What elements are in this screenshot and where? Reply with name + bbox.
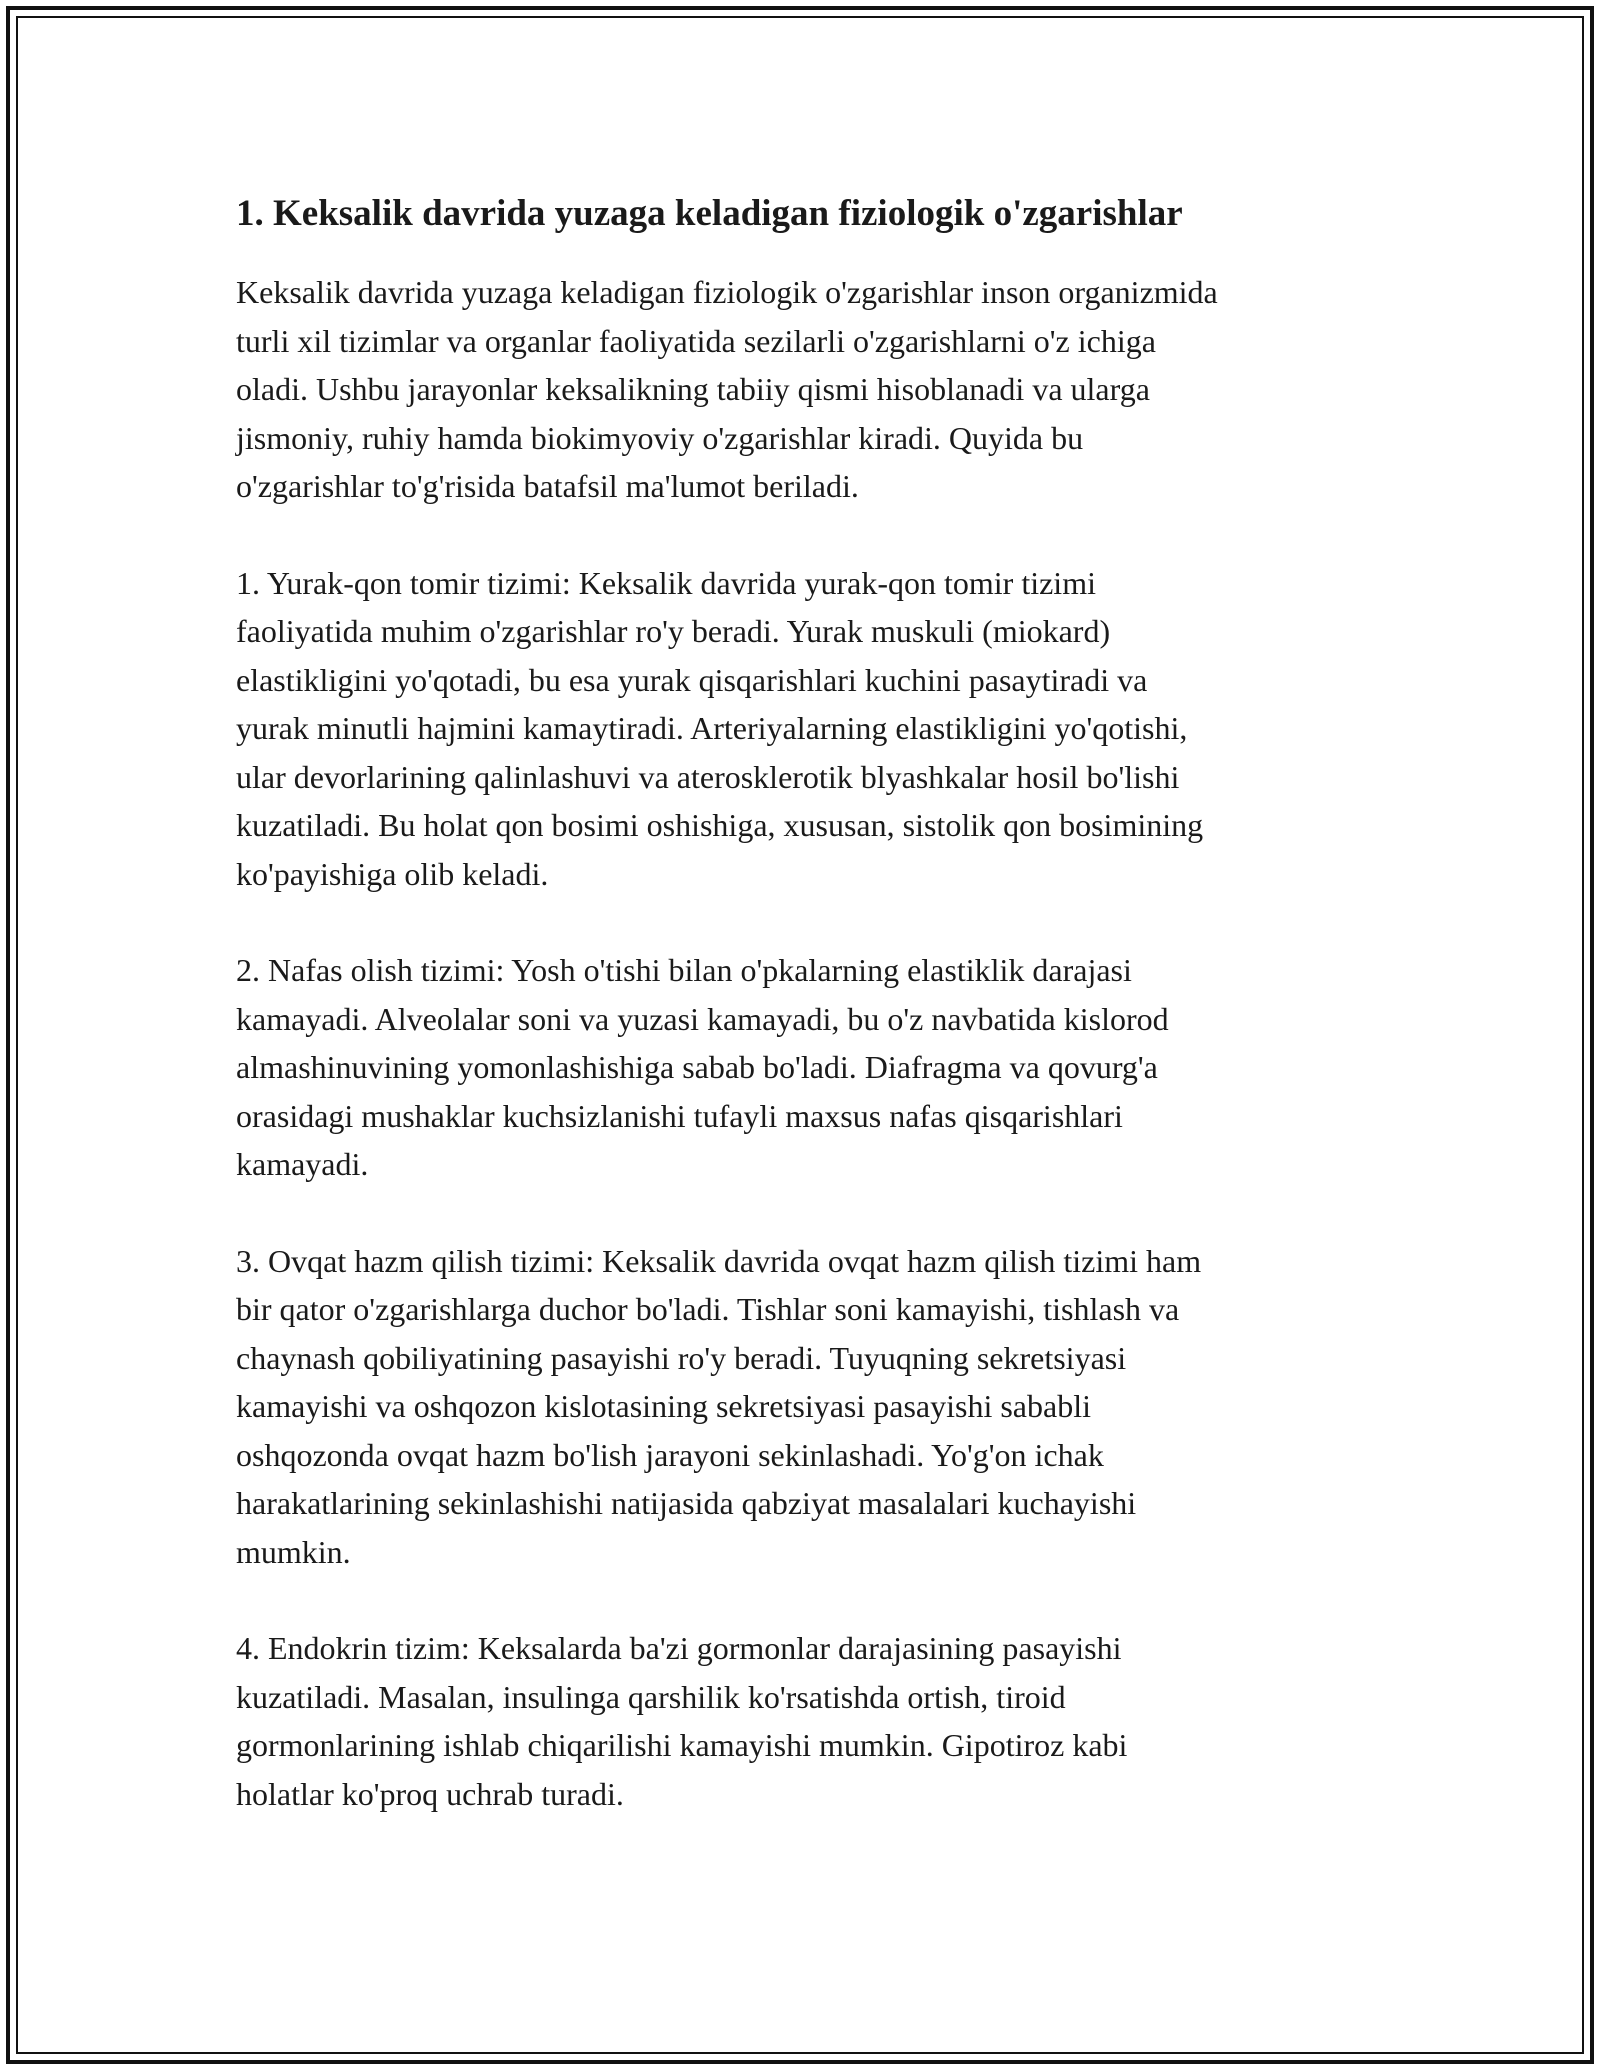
text-line: ko'payishiga olib keladi. <box>236 855 549 892</box>
text-line: chaynash qobiliyatining pasayishi ro'y beradi. Tuyuqning sekretsiyasi <box>236 1339 1127 1376</box>
text-line: turli xil tizimlar va organlar faoliyatida sezilarli o'zgarishlarni o'z ichiga <box>236 322 1156 359</box>
document-title: 1. Keksalik davrida yuzaga keladigan fiziologik o'zgarishlar <box>236 193 1183 234</box>
paragraph-digestive <box>236 1237 1386 1577</box>
text-line: Keksalik davrida yuzaga keladigan fiziologik o'zgarishlar inson organizmida <box>236 274 1218 310</box>
text-line: oshqozonda ovqat hazm bo'lish jarayoni sekinlashadi. Yo'g'on ichak <box>236 1436 1104 1473</box>
text-line: kuzatiladi. Bu holat qon bosimi oshishiga, xususan, sistolik qon bosimining <box>236 807 1204 843</box>
text-line: almashinuvining yomonlashishiga sabab bo'ladi. Diafragma va qovurg'a <box>236 1049 1158 1085</box>
text-line: jismoniy, ruhiy hamda biokimyoviy o'zgarishlar kiradi. Quyida bu <box>236 419 1084 456</box>
text-line: elastikligini yo'qotadi, bu esa yurak qisqarishlari kuchini pasaytiradi va <box>236 661 1148 698</box>
text-line: kamayishi va oshqozon kislotasining sekretsiyasi pasayishi sababli <box>236 1388 1091 1424</box>
text-line: ular devorlarining qalinlashuvi va aterosklerotik blyashkalar hosil bo'lishi <box>236 758 1180 795</box>
text-line: oladi. Ushbu jarayonlar keksalikning tabiiy qismi hisoblanadi va ularga <box>236 371 1150 407</box>
text-line: mumkin. <box>236 1533 351 1570</box>
text-line: 3. Ovqat hazm qilish tizimi: Keksalik davrida ovqat hazm qilish tizimi ham <box>236 1242 1202 1279</box>
text-line: holatlar ko'proq uchrab turadi. <box>236 1775 624 1812</box>
text-line: 4. Endokrin tizim: Keksalarda ba'zi gormonlar darajasining pasayishi <box>236 1630 1122 1666</box>
document-body <box>236 186 1386 1866</box>
text-line: gormonlarining ishlab chiqarilishi kamayishi mumkin. Gipotiroz kabi <box>236 1727 1128 1763</box>
text-line: yurak minutli hajmini kamaytiradi. Arteriyalarning elastikligini yo'qotishi, <box>236 710 1188 746</box>
paragraph-endocrine <box>236 1624 1386 1818</box>
text-line: orasidagi mushaklar kuchsizlanishi tufayli maxsus nafas qisqarishlari <box>236 1097 1123 1134</box>
text-line: kamayadi. Alveolalar soni va yuzasi kamayadi, bu o'z navbatida kislorod <box>236 1000 1169 1037</box>
text-line: 1. Yurak-qon tomir tizimi: Keksalik davrida yurak-qon tomir tizimi <box>236 564 1096 601</box>
paragraph-cardiovascular <box>236 559 1386 899</box>
text-line: 2. Nafas olish tizimi: Yosh o'tishi bilan o'pkalarning elastiklik darajasi <box>236 952 1132 988</box>
text-line: bir qator o'zgarishlarga duchor bo'ladi. Tishlar soni kamayishi, tishlash va <box>236 1291 1180 1327</box>
paragraph-respiratory <box>236 946 1386 1189</box>
text-line: o'zgarishlar to'g'risida batafsil ma'lumot beriladi. <box>236 468 859 504</box>
paragraph-intro <box>236 268 1386 511</box>
text-line: kuzatiladi. Masalan, insulinga qarshilik ko'rsatishda ortish, tiroid <box>236 1678 1066 1715</box>
text-line: kamayadi. <box>236 1146 369 1182</box>
text-line: faoliyatida muhim o'zgarishlar ro'y beradi. Yurak muskuli (miokard) <box>236 613 1111 649</box>
text-line: harakatlarining sekinlashishi natijasida qabziyat masalalari kuchayishi <box>236 1485 1137 1521</box>
